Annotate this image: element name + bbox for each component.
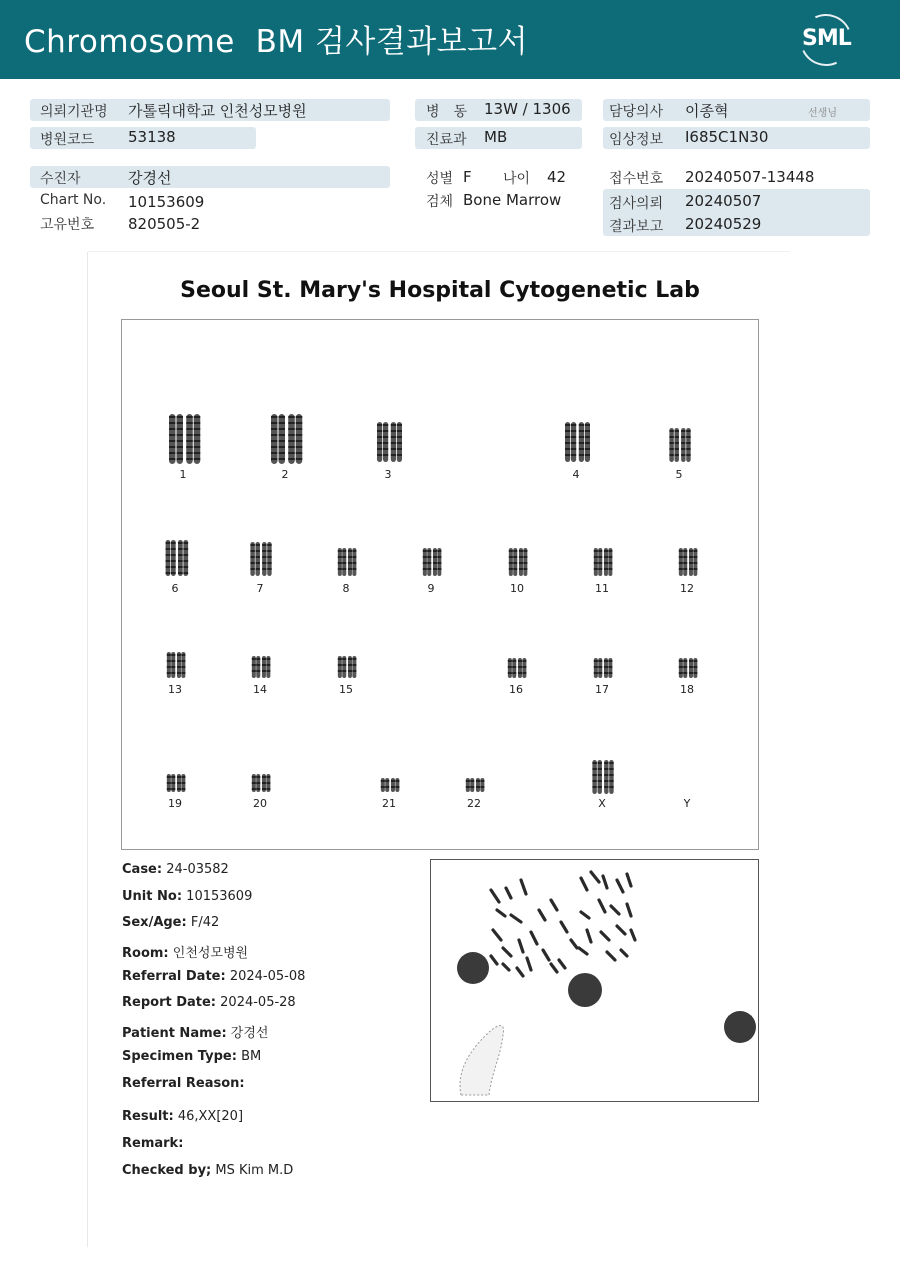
chromosome-label-16: 16 — [509, 683, 523, 696]
chromosome-pair-X — [584, 758, 620, 796]
chromosome-label-15: 15 — [339, 683, 353, 696]
chromosome-pair-4 — [556, 420, 596, 464]
logo-text: SML — [802, 26, 851, 51]
chromosome-pair-12 — [671, 546, 703, 578]
dept-value: MB — [484, 128, 508, 146]
sml-logo — [798, 12, 854, 68]
chromosome-pair-17 — [586, 656, 618, 680]
chromosome-pair-19 — [159, 772, 191, 794]
chromosome-label-Y: Y — [683, 797, 691, 810]
chromosome-pair-21 — [373, 776, 405, 794]
patient-name-value: 강경선 — [230, 1026, 269, 1041]
lab-title: Seoul St. Mary's Hospital Cytogenetic Lab — [180, 278, 700, 303]
metaphase-image — [430, 859, 759, 1102]
ward-label: 병 동 — [426, 104, 468, 120]
clinical-value: I685C1N30 — [685, 128, 769, 146]
request-label: 검사의뢰 — [609, 196, 664, 212]
patient-label: 수진자 — [40, 171, 81, 187]
chromosome-pair-20 — [244, 772, 276, 794]
unique-label: 고유번호 — [40, 217, 95, 233]
chromosome-pair-15 — [330, 654, 362, 680]
room-value: 인천성모병원 — [172, 946, 249, 961]
chromosome-label-X: X — [598, 797, 606, 810]
chromosome-label-19: 19 — [168, 797, 182, 810]
chromosome-pair-16 — [500, 656, 532, 680]
chromosome-label-1: 1 — [179, 468, 187, 481]
chromosome-pair-8 — [330, 546, 362, 578]
checked-value: MS Kim M.D — [215, 1163, 294, 1178]
chromosome-pair-10 — [501, 546, 533, 578]
institution-value: 가톨릭대학교 인천성모병원 — [128, 102, 307, 120]
doctor-label: 담당의사 — [609, 104, 664, 120]
report-date-label: Report Date: — [122, 995, 217, 1010]
chromosome-label-18: 18 — [680, 683, 694, 696]
doctor-suffix: 선생님 — [808, 108, 837, 119]
header-bar — [0, 0, 900, 79]
chromosome-pair-6 — [157, 538, 194, 578]
chromosome-pair-11 — [586, 546, 618, 578]
chromosome-label-6: 6 — [171, 582, 179, 595]
chromosome-label-12: 12 — [680, 582, 694, 595]
chromosome-label-2: 2 — [281, 468, 289, 481]
chromosome-pair-18 — [671, 656, 703, 680]
sex-label: 성별 — [426, 171, 454, 187]
request-value: 20240507 — [685, 192, 762, 210]
specimen-value: Bone Marrow — [463, 191, 562, 209]
receipt-value: 20240507-13448 — [685, 168, 815, 186]
report-value: 20240529 — [685, 215, 762, 233]
patient-name-label: Patient Name: — [122, 1026, 227, 1041]
receipt-label: 접수번호 — [609, 171, 664, 187]
chromosome-label-14: 14 — [253, 683, 267, 696]
room-label: Room: — [122, 946, 169, 961]
sexage-label: Sex/Age: — [122, 915, 187, 930]
chromosome-label-13: 13 — [168, 683, 182, 696]
chromosome-label-22: 22 — [467, 797, 481, 810]
report-label: 결과보고 — [609, 219, 664, 235]
sexage-value: F/42 — [190, 915, 220, 930]
dept-label: 진료과 — [426, 132, 467, 148]
unit-value: 10153609 — [186, 889, 253, 904]
chromosome-label-10: 10 — [510, 582, 524, 595]
chromosome-label-17: 17 — [595, 683, 609, 696]
sex-value: F — [463, 168, 472, 186]
report-date-value: 2024-05-28 — [220, 995, 296, 1010]
patient-row — [30, 166, 390, 188]
case-label: Case: — [122, 862, 163, 877]
chromosome-pair-14 — [244, 654, 276, 680]
chart-label: Chart No. — [40, 192, 107, 208]
specimen-label: 검체 — [426, 194, 454, 210]
unique-value: 820505-2 — [128, 215, 201, 233]
chromosome-label-21: 21 — [382, 797, 396, 810]
ward-value: 13W / 1306 — [484, 100, 571, 118]
hospital-code-label: 병원코드 — [40, 132, 95, 148]
chromosome-pair-5 — [661, 426, 697, 464]
age-value: 42 — [547, 168, 567, 186]
metaphase-spread-icon — [431, 860, 758, 1101]
chromosome-pair-22 — [458, 776, 490, 794]
chromosome-pair-9 — [415, 546, 447, 578]
chromosome-label-3: 3 — [384, 468, 392, 481]
remark-label: Remark: — [122, 1136, 184, 1151]
chromosome-label-7: 7 — [256, 582, 264, 595]
chromosome-pair-3 — [368, 420, 408, 464]
chromosome-label-5: 5 — [675, 468, 683, 481]
chromosome-pair-13 — [159, 650, 191, 680]
age-label: 나이 — [503, 171, 531, 187]
doctor-value: 이종혁 — [685, 102, 729, 120]
result-value: 46,XX[20] — [177, 1109, 244, 1124]
chromosome-label-9: 9 — [427, 582, 435, 595]
case-value: 24-03582 — [166, 862, 229, 877]
hospital-code-value: 53138 — [128, 128, 176, 146]
karyogram — [121, 319, 759, 850]
institution-label: 의뢰기관명 — [40, 104, 108, 120]
result-label: Result: — [122, 1109, 174, 1124]
referral-reason-label: Referral Reason: — [122, 1076, 245, 1091]
referral-date-label: Referral Date: — [122, 969, 226, 984]
chromosome-label-4: 4 — [572, 468, 580, 481]
checked-label: Checked by; — [122, 1163, 212, 1178]
chromosome-pair-2 — [261, 412, 309, 466]
chart-value: 10153609 — [128, 193, 205, 211]
chromosome-pair-1 — [159, 412, 207, 466]
chromosome-pair-7 — [242, 540, 278, 578]
specimen-type-label: Specimen Type: — [122, 1049, 237, 1064]
clinical-label: 임상정보 — [609, 132, 664, 148]
unit-label: Unit No: — [122, 889, 183, 904]
patient-value: 강경선 — [128, 169, 172, 187]
chromosome-label-11: 11 — [595, 582, 609, 595]
chromosome-label-8: 8 — [342, 582, 350, 595]
report-title: Chromosome BM 검사결과보고서 — [24, 24, 529, 60]
referral-date-value: 2024-05-08 — [229, 969, 306, 984]
specimen-type-value: BM — [241, 1049, 262, 1064]
chromosome-label-20: 20 — [253, 797, 267, 810]
